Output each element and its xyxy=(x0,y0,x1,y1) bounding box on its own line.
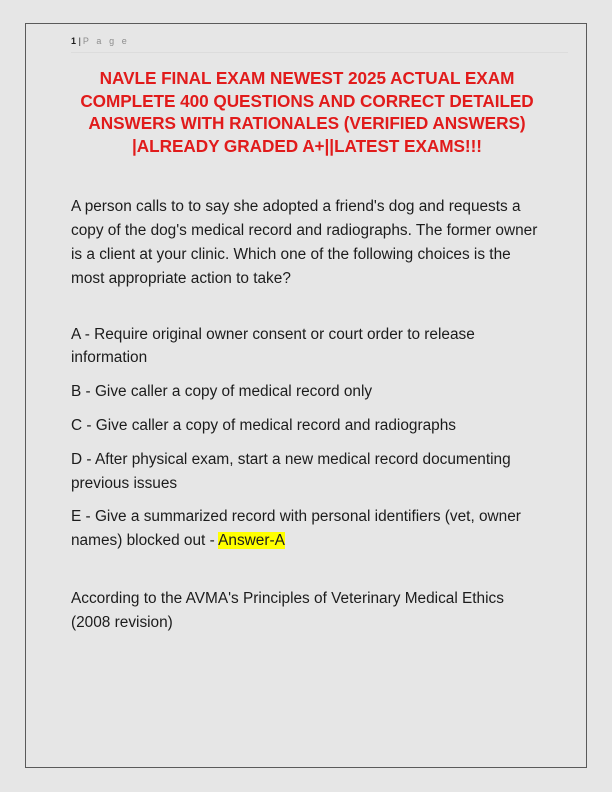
option-c[interactable]: C - Give caller a copy of medical record and radiographs xyxy=(71,416,456,434)
page-content xyxy=(71,36,543,650)
option-e[interactable] xyxy=(71,505,536,553)
option-a[interactable]: A - Require original owner consent or court order to release information xyxy=(71,325,475,367)
header-separator: | xyxy=(78,36,81,46)
running-header xyxy=(71,36,543,50)
header-page-number: 1 xyxy=(71,36,77,46)
question-body xyxy=(71,195,543,634)
option-e-text: E - Give a summarized record with personal identifiers (vet, owner names) blocked out - xyxy=(71,508,521,550)
answer-key-highlight: Answer-A xyxy=(218,532,285,550)
page-sheet xyxy=(25,23,587,768)
answer-options-list xyxy=(71,323,543,553)
document-title: NAVLE FINAL EXAM NEWEST 2025 ACTUAL EXAM COMPLETE 400 QUESTIONS AND CORRECT DETAILED ANSWERS WITH RATIONALES (VERIFIED ANSWERS) |ALREADY GRADED A+||LATEST EXAMS!!! xyxy=(80,68,534,156)
header-page-word: P a g e xyxy=(82,36,130,46)
option-b[interactable]: B - Give caller a copy of medical record only xyxy=(71,383,373,401)
rationale-text: According to the AVMA's Principles of Veterinary Medical Ethics (2008 revision) xyxy=(71,589,504,631)
header-divider xyxy=(71,52,568,53)
option-d[interactable]: D - After physical exam, start a new medical record documenting previous issues xyxy=(71,450,511,492)
question-stem: A person calls to to say she adopted a friend's dog and requests a copy of the dog's medical record and radiographs. The former owner is a client at your clinic. Which one of the following choices is the most appropriate action to take? xyxy=(71,198,538,287)
